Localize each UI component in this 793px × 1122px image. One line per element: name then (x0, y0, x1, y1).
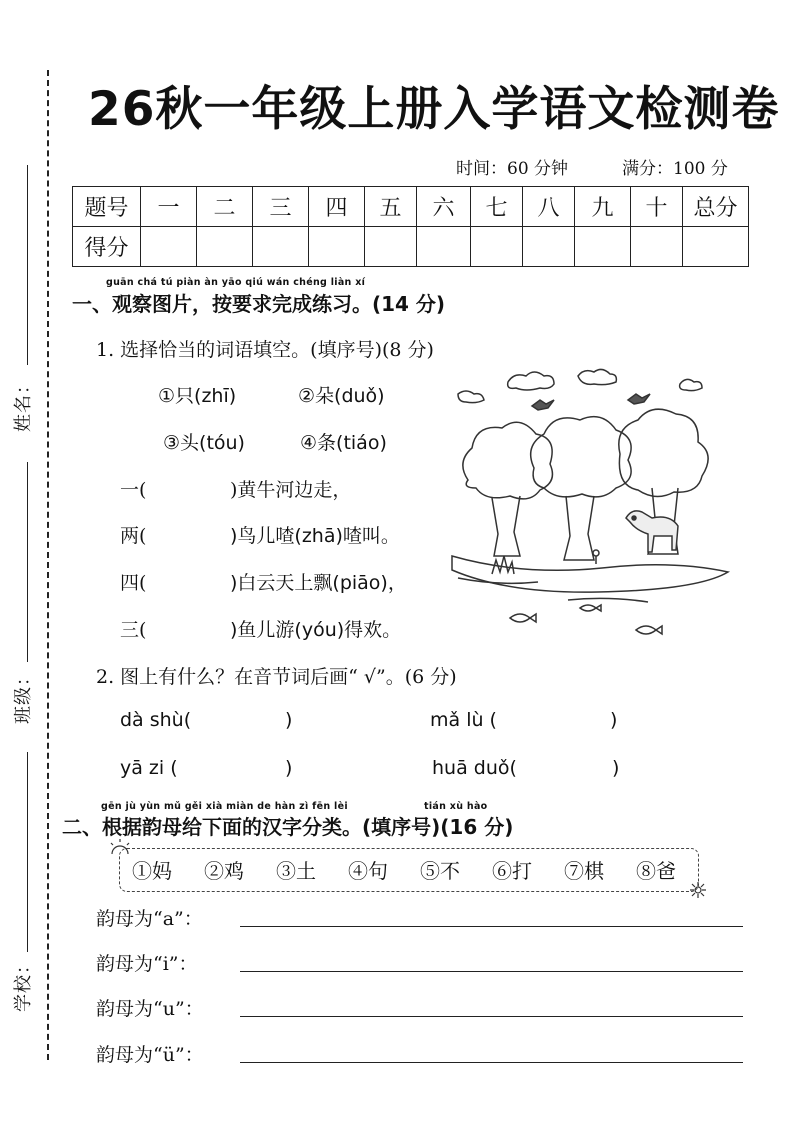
char-option: ④句 (348, 859, 388, 883)
cow-icon (626, 511, 678, 552)
option-tou: ③头(tóu) (163, 432, 245, 454)
final-u-label: 韵母为“u”： (96, 998, 204, 1020)
score-table (72, 186, 749, 267)
cloud-icon (508, 372, 554, 390)
section2-pinyin-b: tián xù hào (424, 801, 488, 812)
score-cell[interactable] (197, 227, 253, 267)
sparkle-icon (688, 880, 708, 900)
option-tiao: ④条(tiáo) (300, 432, 387, 454)
table-cell: 七 (471, 187, 523, 227)
binding-dashed-line (47, 70, 49, 1060)
score-cell[interactable] (253, 227, 309, 267)
table-cell: 得分 (73, 227, 141, 267)
fill-line-2-pre: 两( (120, 525, 147, 547)
sun-icon (108, 838, 132, 856)
table-cell: 十 (631, 187, 683, 227)
tree-icon (619, 409, 708, 496)
score-cell[interactable] (471, 227, 523, 267)
fill-line-3-pre: 四( (120, 572, 147, 594)
table-cell: 四 (309, 187, 365, 227)
section2-pinyin: gēn jù yùn mǔ gěi xià miàn de hàn zì fēn lèi (101, 801, 348, 812)
table-cell: 八 (523, 187, 575, 227)
char-option: ②鸡 (204, 859, 244, 883)
river-bank (452, 556, 728, 592)
q1-prompt: 1. 选择恰当的词语填空。(填序号)(8 分) (96, 339, 434, 361)
fill-line-4-pre: 三( (120, 619, 147, 641)
q2-item-dashu-close: ) (285, 709, 293, 731)
class-write-line (27, 462, 28, 662)
q2-item-malu: mǎ lù ( (430, 709, 497, 731)
char-option: ⑧爸 (636, 859, 676, 883)
scene-illustration (448, 368, 738, 646)
score-table-score-row (73, 227, 749, 267)
cloud-icon (680, 379, 702, 390)
q2-item-yazi-close: ) (285, 757, 293, 779)
fill-line-3-post: )白云天上飘(piāo)， (230, 572, 407, 594)
section1-pinyin: guān chá tú piàn àn yāo qiú wán chéng liàn xí (106, 277, 366, 288)
bird-icon (628, 394, 650, 404)
table-cell: 总分 (683, 187, 749, 227)
school-write-line (27, 752, 28, 952)
section2-title: 二、根据韵母给下面的汉字分类。(填序号)(16 分) (62, 815, 514, 839)
answer-line-i[interactable] (240, 971, 743, 972)
final-a-label: 韵母为“a”： (96, 908, 203, 930)
score-cell[interactable] (523, 227, 575, 267)
score-cell[interactable] (365, 227, 417, 267)
cloud-icon (578, 369, 616, 384)
cloud-icon (458, 391, 484, 403)
table-cell: 三 (253, 187, 309, 227)
table-cell: 六 (417, 187, 471, 227)
answer-line-u[interactable] (240, 1016, 743, 1017)
score-cell[interactable] (417, 227, 471, 267)
fish-icon (510, 614, 536, 622)
fish-icon (636, 626, 662, 634)
q2-item-huaduo: huā duǒ( (432, 757, 517, 779)
char-option: ⑥打 (492, 859, 532, 883)
fill-line-1-pre: 一( (120, 479, 147, 501)
full-score: 满分：100 分 (622, 159, 728, 179)
option-zhi: ①只(zhī) (158, 385, 237, 407)
char-option: ①妈 (132, 859, 172, 883)
table-cell: 五 (365, 187, 417, 227)
score-table-header-row (73, 187, 749, 227)
exam-time: 时间：60 分钟 (456, 159, 569, 179)
final-i-label: 韵母为“i”： (96, 953, 198, 975)
school-label: 学校： (13, 955, 34, 1012)
bird-icon (532, 400, 554, 410)
name-write-line (27, 165, 28, 365)
score-cell[interactable] (683, 227, 749, 267)
table-cell: 二 (197, 187, 253, 227)
char-option: ③土 (276, 859, 316, 883)
tree-icon (463, 422, 553, 499)
score-cell[interactable] (309, 227, 365, 267)
q2-item-huaduo-close: ) (612, 757, 620, 779)
fill-line-1-post: )黄牛河边走， (230, 479, 352, 501)
grass-icon (492, 556, 514, 574)
fish-icon (580, 605, 601, 611)
char-option: ⑤不 (420, 859, 460, 883)
option-duo: ②朵(duǒ) (298, 385, 385, 407)
class-label: 班级： (13, 667, 34, 724)
answer-line-v[interactable] (240, 1062, 743, 1063)
q2-item-dashu: dà shù( (120, 709, 192, 731)
section1-title: 一、观察图片，按要求完成练习。(14 分) (72, 292, 446, 316)
answer-line-a[interactable] (240, 926, 743, 927)
score-cell[interactable] (141, 227, 197, 267)
final-v-label: 韵母为“ü”： (96, 1044, 204, 1066)
q2-prompt: 2. 图上有什么？在音节词后画“ √”。(6 分) (96, 666, 457, 688)
q2-item-yazi: yā zi ( (120, 757, 178, 779)
table-cell: 题号 (73, 187, 141, 227)
q2-item-malu-close: ) (610, 709, 618, 731)
score-cell[interactable] (631, 227, 683, 267)
char-option: ⑦棋 (564, 859, 604, 883)
table-cell: 九 (575, 187, 631, 227)
table-cell: 一 (141, 187, 197, 227)
name-label: 姓名： (13, 375, 34, 432)
score-cell[interactable] (575, 227, 631, 267)
fill-line-2-post: )鸟儿喳(zhā)喳叫。 (230, 525, 400, 547)
fill-line-4-post: )鱼儿游(yóu)得欢。 (230, 619, 402, 641)
tree-icon (531, 417, 631, 497)
page-title: 26秋一年级上册入学语文检测卷 (88, 82, 780, 137)
